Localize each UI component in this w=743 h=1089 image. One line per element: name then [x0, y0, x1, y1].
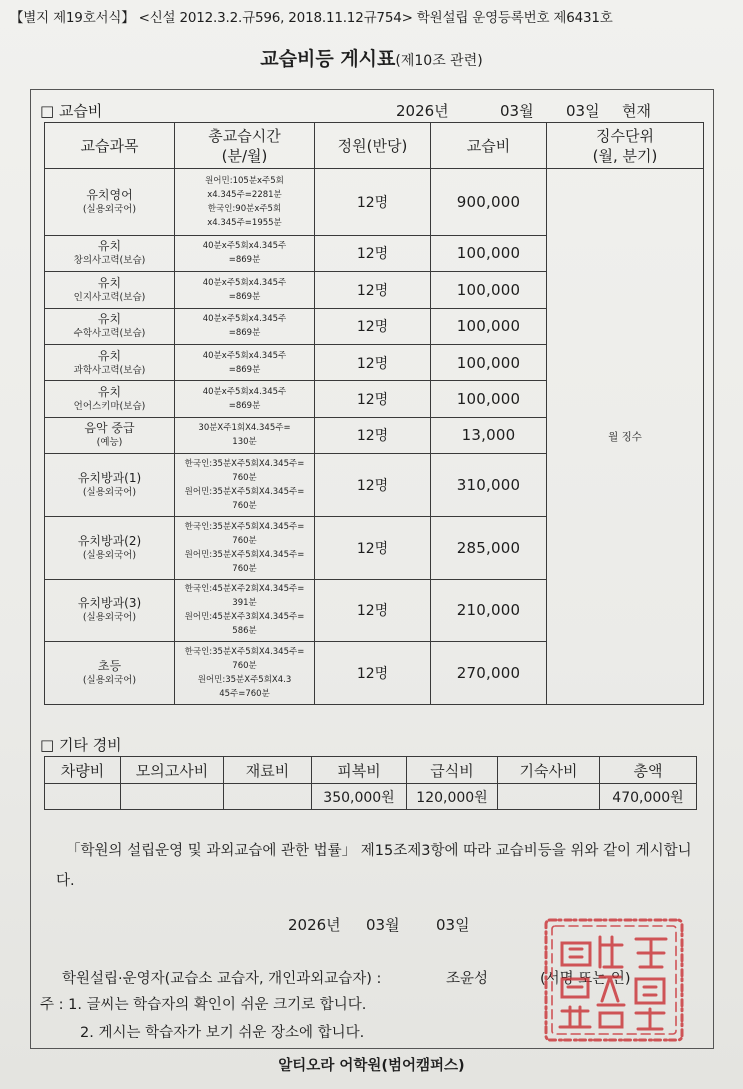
document-title [0, 44, 743, 71]
cell-fee: 900,000 [431, 169, 547, 236]
tuition-section-label: □ 교습비 [40, 102, 103, 120]
expense-header: 기숙사비 [498, 757, 600, 784]
expense-header: 차량비 [45, 757, 121, 784]
subject-category: 창의사고력(보습) [73, 255, 146, 267]
cell-subject [45, 642, 175, 705]
expense-value: 470,000원 [600, 784, 697, 810]
signature-placeholder: (서명 또는 인) [540, 971, 631, 987]
official-seal-stamp [540, 915, 688, 1045]
cell-collection-unit: 월 징수 [547, 169, 704, 705]
subject-category: 인지사고력(보습) [73, 291, 146, 303]
expense-value: 350,000원 [312, 784, 407, 810]
time-formula-line: =869분 [228, 364, 261, 375]
header-total-time [175, 123, 315, 169]
expense-header: 급식비 [407, 757, 498, 784]
time-formula-line: =869분 [228, 255, 261, 266]
cell-subject [45, 417, 175, 453]
sign-date-month: 03월 [366, 916, 400, 934]
expense-value [121, 784, 224, 810]
time-formula-line: 40분x주5회x4.345주 [202, 350, 287, 361]
cell-capacity: 12명 [315, 516, 431, 579]
header-capacity: 정원(반당) [315, 123, 431, 169]
header-collection-unit-line1: 징수단위 [596, 126, 654, 145]
cell-total-time [175, 417, 315, 453]
header-collection-unit-text [593, 127, 658, 165]
cell-total-time [175, 642, 315, 705]
time-formula-line: =869분 [228, 328, 261, 339]
expense-header: 재료비 [224, 757, 312, 784]
tuition-table [44, 122, 704, 705]
other-expenses-header-row [45, 757, 697, 784]
cell-subject [45, 579, 175, 642]
subject-name: 유치방과(3) [77, 596, 142, 611]
cell-fee: 100,000 [431, 308, 547, 344]
subject-category: (예능) [96, 437, 123, 449]
subject-name: 초등 [97, 659, 122, 674]
cell-fee: 100,000 [431, 272, 547, 308]
subject-category: (실용외국어) [82, 203, 137, 215]
note-1: 주 : 1. 글씨는 학습자의 확인이 쉬운 크기로 합니다. [40, 997, 367, 1013]
cell-capacity: 12명 [315, 642, 431, 705]
cell-total-time [175, 516, 315, 579]
header-total-time-line1: 총교습시간 [208, 126, 281, 145]
time-formula-line: 40분x주5회x4.345주 [202, 387, 287, 398]
cell-total-time [175, 454, 315, 517]
time-formula-line: 원어민:35분X주5회X4.3 [197, 675, 292, 686]
time-formula-line: 586분 [232, 626, 257, 637]
subject-name: 유치방과(1) [77, 471, 142, 486]
cell-capacity: 12명 [315, 272, 431, 308]
subject-category: (실용외국어) [82, 487, 137, 499]
time-formula-line: 130분 [232, 437, 257, 448]
form-header: 【별지 제19호서식】 <신설 2012.3.2.규596, 2018.11.12규754> 학원설립 운영등록번호 제6431호 [10, 10, 613, 26]
cell-subject [45, 272, 175, 308]
cell-subject [45, 169, 175, 236]
time-formula-line: 40분x주5회x4.345주 [202, 314, 287, 325]
time-formula-line: 원어민:105분x주5회 [205, 175, 284, 186]
cell-fee: 210,000 [431, 579, 547, 642]
note-2: 2. 게시는 학습자가 보기 쉬운 장소에 합니다. [80, 1025, 365, 1041]
tuition-table-body [45, 169, 704, 705]
cell-fee: 13,000 [431, 417, 547, 453]
header-fee: 교습비 [431, 123, 547, 169]
posting-date-month: 03월 [500, 102, 534, 120]
cell-capacity: 12명 [315, 169, 431, 236]
other-expenses-table [44, 756, 697, 810]
subject-category: (실용외국어) [82, 675, 137, 687]
time-formula-line: 한국인:35분X주5회X4.345주= [184, 459, 305, 470]
cell-subject [45, 235, 175, 271]
cell-total-time [175, 344, 315, 380]
time-formula-line: =869분 [228, 401, 261, 412]
posting-date-day: 03일 [566, 102, 600, 120]
academy-name: 알티오라 어학원(범어캠퍼스) [278, 1058, 465, 1074]
cell-capacity: 12명 [315, 381, 431, 417]
expense-value [224, 784, 312, 810]
cell-total-time [175, 308, 315, 344]
header-subject: 교습과목 [45, 123, 175, 169]
cell-total-time [175, 169, 315, 236]
time-formula-line: 40분x주5회x4.345주 [202, 241, 287, 252]
time-formula-line: 원어민:45분X주3회X4.345주= [184, 612, 305, 623]
time-formula-line: 45주=760분 [219, 689, 270, 700]
time-formula-line: 30분X주1회X4.345주= [198, 423, 291, 434]
time-formula-line: 391분 [232, 598, 257, 609]
subject-name: 유치 [97, 275, 122, 290]
subject-category: 과학사고력(보습) [73, 364, 146, 376]
cell-fee: 100,000 [431, 381, 547, 417]
header-collection-unit [547, 123, 704, 169]
cell-subject [45, 516, 175, 579]
header-total-time-line2: (분/월) [221, 146, 268, 165]
cell-subject [45, 381, 175, 417]
cell-subject [45, 454, 175, 517]
posting-date-year: 2026년 [396, 102, 449, 120]
expense-header: 총액 [600, 757, 697, 784]
subject-category: (실용외국어) [82, 549, 137, 561]
cell-fee: 285,000 [431, 516, 547, 579]
time-formula-line: 원어민:35분X주5회X4.345주= [184, 549, 305, 560]
tuition-row [45, 169, 704, 236]
operator-label: 학원설립·운영자(교습소 교습자, 개인과외교습자) : [62, 971, 382, 987]
cell-subject [45, 308, 175, 344]
subject-category: 수학사고력(보습) [73, 328, 146, 340]
legal-notice: 「학원의 설립운영 및 과외교습에 관한 법률」 제15조제3항에 따라 교습비등을 위와 같이 게시합니다. [56, 843, 692, 889]
cell-total-time [175, 381, 315, 417]
cell-total-time [175, 235, 315, 271]
cell-capacity: 12명 [315, 308, 431, 344]
time-formula-line: =869분 [228, 291, 261, 302]
title-sub: (제10조 관련) [395, 53, 483, 69]
expense-value: 120,000원 [407, 784, 498, 810]
header-total-time-text [208, 127, 280, 165]
expense-header: 모의고사비 [121, 757, 224, 784]
subject-name: 유치방과(2) [77, 533, 142, 548]
subject-category: (실용외국어) [82, 612, 137, 624]
sign-date-day: 03일 [436, 916, 470, 934]
time-formula-line: 원어민:35분X주5회X4.345주= [184, 487, 305, 498]
cell-subject [45, 344, 175, 380]
time-formula-line: 한국인:45분X주2회X4.345주= [184, 584, 305, 595]
tuition-header-row [45, 123, 704, 169]
subject-category: 언어스키마(보습) [73, 401, 146, 413]
subject-name: 음악 중급 [84, 421, 135, 436]
expense-value [45, 784, 121, 810]
subject-name: 유치 [97, 312, 122, 327]
subject-name: 유치 [97, 385, 122, 400]
cell-capacity: 12명 [315, 579, 431, 642]
cell-fee: 270,000 [431, 642, 547, 705]
time-formula-line: 760분 [232, 501, 257, 512]
operator-name: 조윤성 [446, 971, 489, 987]
cell-total-time [175, 579, 315, 642]
time-formula-line: x4.345주=2281분 [207, 189, 282, 200]
subject-name: 유치 [97, 348, 122, 363]
cell-fee: 310,000 [431, 454, 547, 517]
title-main: 교습비등 게시표 [260, 48, 396, 70]
cell-capacity: 12명 [315, 344, 431, 380]
cell-capacity: 12명 [315, 454, 431, 517]
cell-fee: 100,000 [431, 235, 547, 271]
cell-capacity: 12명 [315, 417, 431, 453]
header-collection-unit-line2: (월, 분기) [592, 146, 658, 165]
time-formula-line: 한국인:35분X주5회X4.345주= [184, 521, 305, 532]
cell-total-time [175, 272, 315, 308]
time-formula-line: x4.345주=1955분 [207, 217, 282, 228]
time-formula-line: 760분 [232, 661, 257, 672]
cell-fee: 100,000 [431, 344, 547, 380]
time-formula-line: 760분 [232, 473, 257, 484]
cell-capacity: 12명 [315, 235, 431, 271]
subject-name: 유치 [97, 239, 122, 254]
other-expenses-value-row [45, 784, 697, 810]
time-formula-line: 한국인:35분X주5회X4.345주= [184, 647, 305, 658]
expense-header: 피복비 [312, 757, 407, 784]
time-formula-line: 760분 [232, 563, 257, 574]
time-formula-line: 한국인:90분x주5회 [207, 203, 282, 214]
time-formula-line: 40분x주5회x4.345주 [202, 277, 287, 288]
posting-date-suffix: 현재 [622, 102, 651, 120]
subject-name: 유치영어 [86, 187, 133, 202]
time-formula-line: 760분 [232, 535, 257, 546]
expense-value [498, 784, 600, 810]
sign-date-year: 2026년 [288, 916, 341, 934]
other-expenses-section-label: □ 기타 경비 [40, 736, 122, 754]
